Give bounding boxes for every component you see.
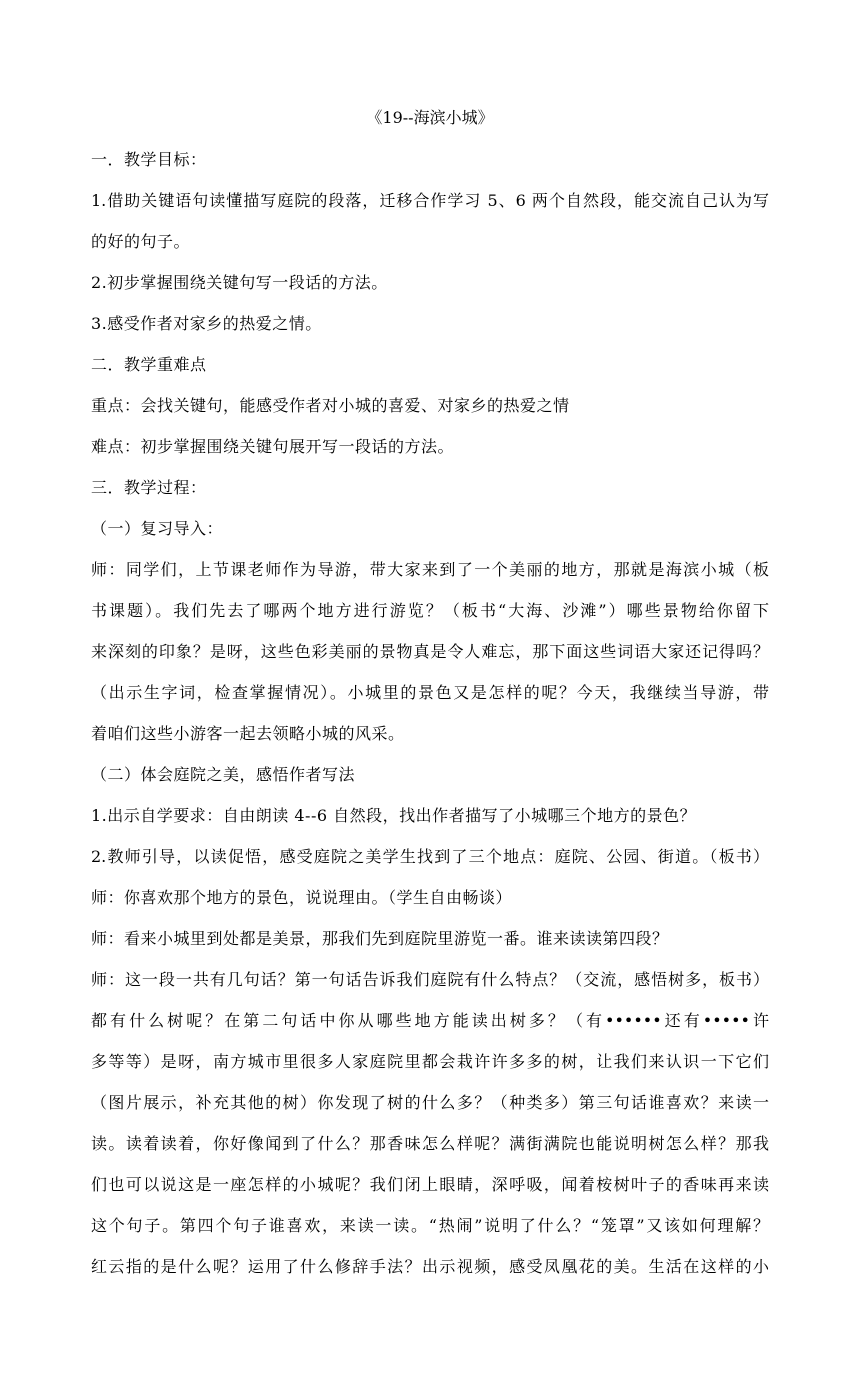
section-heading-key-points: 二．教学重难点 (91, 355, 207, 374)
paragraph-line: 重点：会找关键句，能感受作者对小城的喜爱、对家乡的热爱之情 (91, 396, 570, 415)
paragraph-line: 2.初步掌握围绕关键句写一段话的方法。 (91, 273, 388, 292)
paragraph-line: 读。读着读着，你好像闻到了什么？那香味怎么样呢？满街满院也能说明树怎么样？那我 (91, 1134, 769, 1153)
paragraph-line: （出示生字词，检查掌握情况）。小城里的景色又是怎样的呢？今天，我继续当导游，带 (91, 683, 769, 702)
paragraph-line: 师：同学们，上节课老师作为导游，带大家来到了一个美丽的地方，那就是海滨小城（板 (91, 560, 769, 579)
paragraph-line: 2.教师引导，以读促悟，感受庭院之美学生找到了三个地点：庭院、公园、街道。（板书） (91, 847, 769, 866)
section-heading-objectives: 一．教学目标： (91, 150, 207, 169)
paragraph-line: 都有什么树呢？在第二句话中你从哪些地方能读出树多？（有••••••还有•••••许 (91, 1011, 769, 1030)
paragraph-line: 多等等）是呀，南方城市里很多人家庭院里都会栽许许多多的树，让我们来认识一下它们 (91, 1052, 769, 1071)
section-heading-process: 三．教学过程： (91, 478, 207, 497)
paragraph-line: 红云指的是什么呢？运用了什么修辞手法？出示视频，感受凤凰花的美。生活在这样的小 (91, 1257, 769, 1276)
subsection-heading-courtyard: （二）体会庭院之美，感悟作者写法 (91, 765, 356, 784)
paragraph-line: 师：你喜欢那个地方的景色，说说理由。（学生自由畅谈） (91, 888, 513, 907)
paragraph-line: （图片展示，补充其他的树）你发现了树的什么多？（种类多）第三句话谁喜欢？来读一 (91, 1093, 769, 1112)
paragraph-line: 这个句子。第四个句子谁喜欢，来读一读。“热闹”说明了什么？“笼罩”又该如何理解？ (91, 1216, 769, 1235)
document-title: 《19--海滨小城》 (366, 108, 494, 127)
paragraph-line: 1.出示自学要求：自由朗读 4--6 自然段，找出作者描写了小城哪三个地方的景色？ (91, 806, 697, 825)
paragraph-line: 难点：初步掌握围绕关键句展开写一段话的方法。 (91, 437, 455, 456)
paragraph-line: 3.感受作者对家乡的热爱之情。 (91, 314, 322, 333)
paragraph-line: 书课题）。我们先去了哪两个地方进行游览？（板书“大海、沙滩”）哪些景物给你留下 (91, 601, 769, 620)
paragraph-line: 的好的句子。 (91, 232, 191, 251)
paragraph-line: 1.借助关键语句读懂描写庭院的段落，迁移合作学习 5、6 两个自然段，能交流自己认为写 (91, 191, 769, 210)
paragraph-line: 着咱们这些小游客一起去领略小城的风采。 (91, 724, 405, 743)
paragraph-line: 师：这一段一共有几句话？第一句话告诉我们庭院有什么特点？（交流，感悟树多，板书） (91, 970, 769, 989)
paragraph-line: 们也可以说这是一座怎样的小城呢？我们闭上眼睛，深呼吸，闻着桉树叶子的香味再来读 (91, 1175, 769, 1194)
subsection-heading-review: （一）复习导入： (91, 519, 224, 538)
paragraph-line: 来深刻的印象？是呀，这些色彩美丽的景物真是令人难忘，那下面这些词语大家还记得吗？ (91, 642, 769, 661)
paragraph-line: 师：看来小城里到处都是美景，那我们先到庭院里游览一番。谁来读读第四段？ (91, 929, 669, 948)
